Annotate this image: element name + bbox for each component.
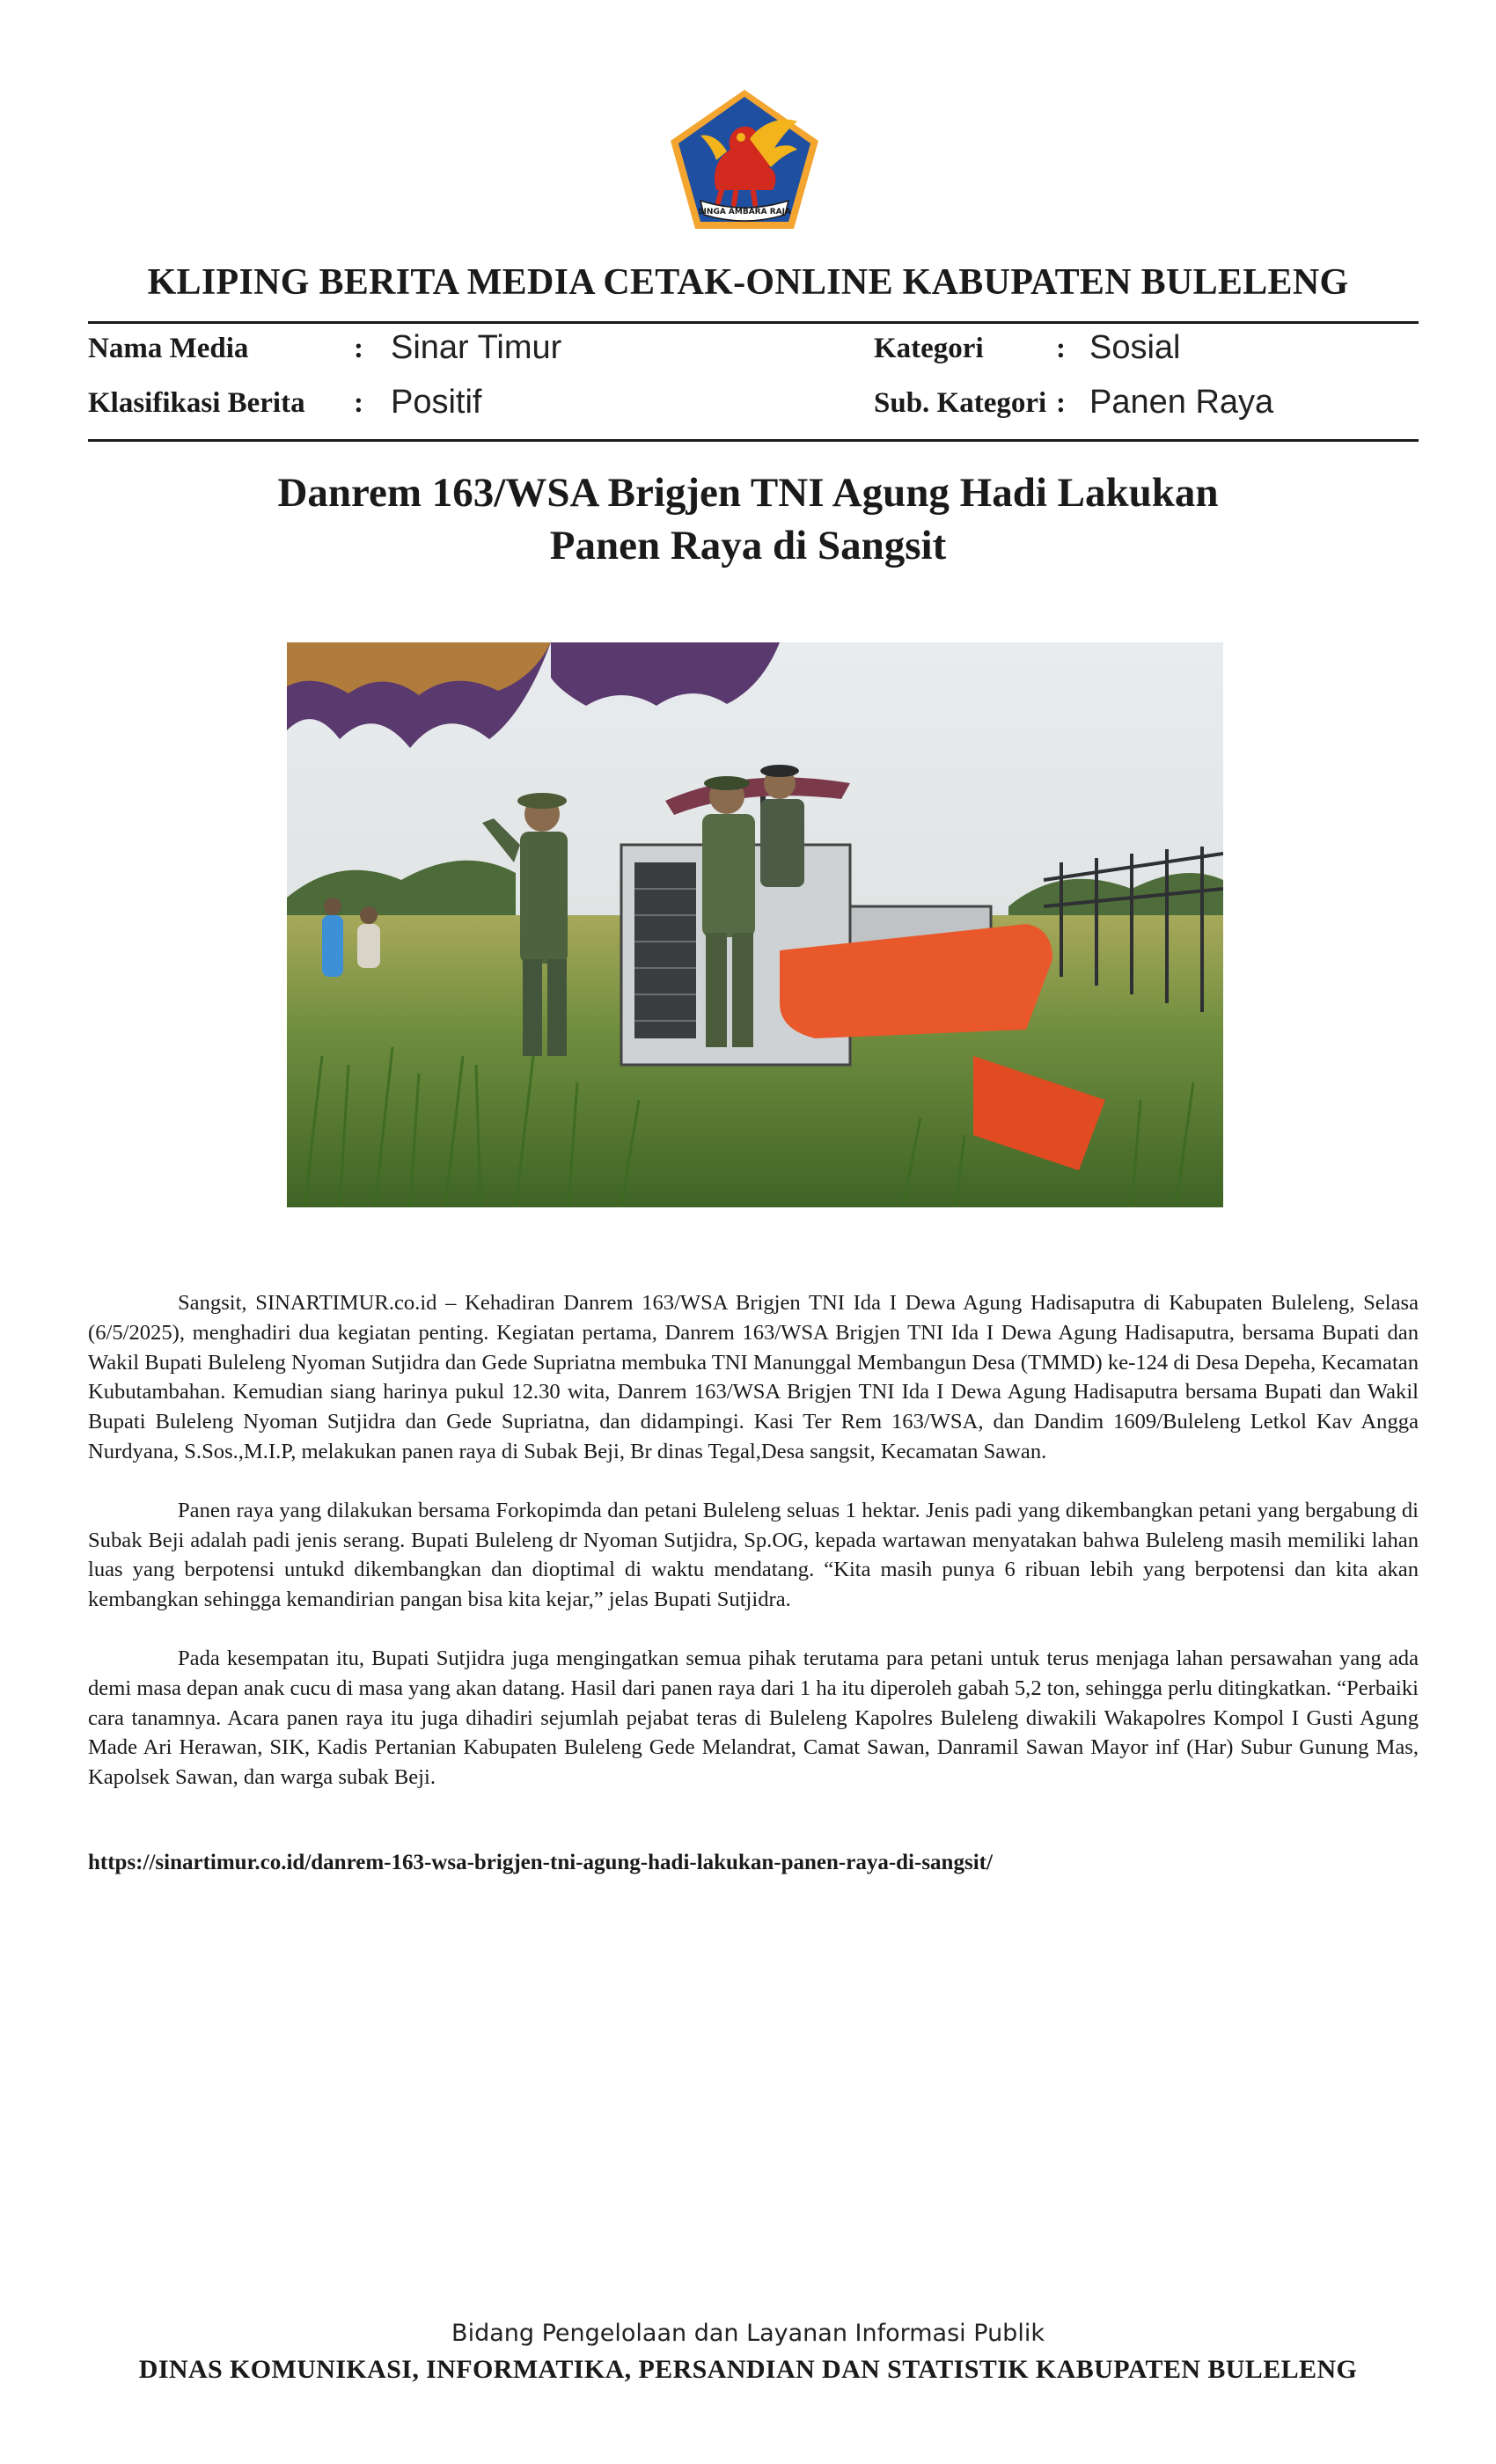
kategori-label: Kategori xyxy=(874,333,984,364)
source-link[interactable]: https://sinartimur.co.id/danrem-163-wsa-brigjen-tni-agung-hadi-lakukan-panen-raya-di-sangsit/ xyxy=(88,1851,993,1874)
headline-line-1: Danrem 163/WSA Brigjen TNI Agung Hadi Lakukan xyxy=(277,470,1219,516)
nama-media-label: Nama Media xyxy=(88,333,249,364)
article-photo xyxy=(287,642,1223,1207)
top-divider xyxy=(88,321,1419,324)
nama-media-value: Sinar Timur xyxy=(391,329,562,366)
footer-division: Bidang Pengelolaan dan Layanan Informasi Publik xyxy=(451,2320,1045,2347)
klasifikasi-berita-value: Positif xyxy=(391,384,482,421)
klasifikasi-berita-colon: : xyxy=(354,387,363,419)
singa-ambara-raja-emblem-icon xyxy=(665,86,824,236)
article-paragraph-3: Pada kesempatan itu, Bupati Sutjidra juga mengingatkan semua pihak terutama para petani untuk terus menjaga lahan persawahan yang ada demi masa depan anak cucu di masa yang akan datang. Hasil dari panen raya dari 1 ha itu diperoleh gabah 5,2 ton, sehingga perlu ditingkatkan. “Perbaiki cara tanamnya. Acara panen raya itu juga dihadiri sejumlah pejabat teras di Buleleng Kapolres Buleleng diwakili Wakapolres Kompol I Gusti Agung Made Ari Herawan, SIK, Kadis Pertanian Kabupaten Buleleng Gede Melandrat, Camat Sawan, Danramil Sawan Mayor inf (Har) Subur Gunung Mas, Kapolsek Sawan, dan warga subak Beji. xyxy=(88,1646,1419,1790)
regency-logo xyxy=(665,86,824,236)
sub-kategori-value: Panen Raya xyxy=(1089,384,1274,421)
article-paragraph-2: Panen raya yang dilakukan bersama Forkopimda dan petani Buleleng seluas 1 hektar. Jenis padi yang dikembangkan petani yang bergabung di Subak Beji adalah padi jenis serang. Bupati Buleleng dr Nyoman Sutjidra, Sp.OG, kepada wartawan menyatakan bahwa Buleleng masih memiliki lahan luas yang berpotensi untukd dikembangkan dan dioptimal di waktu mendatang. “Kita masih punya 6 ribuan lebih yang berpotensi dan kita akan kembangkan sehingga kemandirian pangan bisa kita kejar,” jelas Bupati Sutjidra. xyxy=(88,1498,1419,1612)
footer-agency: DINAS KOMUNIKASI, INFORMATIKA, PERSANDIAN DAN STATISTIK KABUPATEN BULELENG xyxy=(138,2355,1358,2384)
nama-media-colon: : xyxy=(354,333,363,364)
kategori-value: Sosial xyxy=(1089,329,1181,366)
meta-row-2 xyxy=(88,384,1419,431)
sub-kategori-label: Sub. Kategori xyxy=(874,387,1047,419)
article-headline xyxy=(132,466,1364,572)
article-body xyxy=(88,1288,1419,1822)
kategori-colon: : xyxy=(1056,333,1066,364)
headline-line-2: Panen Raya di Sangsit xyxy=(549,523,947,568)
sub-kategori-colon: : xyxy=(1056,387,1066,419)
klasifikasi-berita-label: Klasifikasi Berita xyxy=(88,387,305,419)
harvest-photo-icon xyxy=(287,642,1223,1207)
meta-row-1 xyxy=(88,329,1419,377)
article-paragraph-1: Sangsit, SINARTIMUR.co.id – Kehadiran Danrem 163/WSA Brigjen TNI Ida I Dewa Agung Hadisaputra di Kabupaten Buleleng, Selasa (6/5/2025), menghadiri dua kegiatan penting. Kegiatan pertama, Danrem 163/WSA Brigjen TNI Ida I Dewa Agung Hadisaputra, bersama Bupati dan Wakil Bupati Buleleng Nyoman Sutjidra dan Gede Supriatna membuka TNI Manunggal Membangun Desa (TMMD) ke-124 di Desa Depeha, Kecamatan Kubutambahan. Kemudian siang harinya pukul 12.30 wita, Danrem 163/WSA Brigjen TNI Ida I Dewa Agung Hadisaputra bersama Bupati dan Wakil Bupati Buleleng Nyoman Sutjidra dan Gede Supriatna, dan didampingi. Kasi Ter Rem 163/WSA, dan Dandim 1609/Buleleng Letkol Kav Angga Nurdyana, S.Sos.,M.I.P, melakukan panen raya di Subak Beji, Br dinas Tegal,Desa sangsit, Kecamatan Sawan. xyxy=(88,1291,1419,1463)
bottom-divider xyxy=(88,439,1419,442)
logo-ribbon-text: SINGA AMBARA RAJA xyxy=(698,208,791,216)
clipping-title: KLIPING BERITA MEDIA CETAK-ONLINE KABUPATEN BULELENG xyxy=(147,262,1349,303)
